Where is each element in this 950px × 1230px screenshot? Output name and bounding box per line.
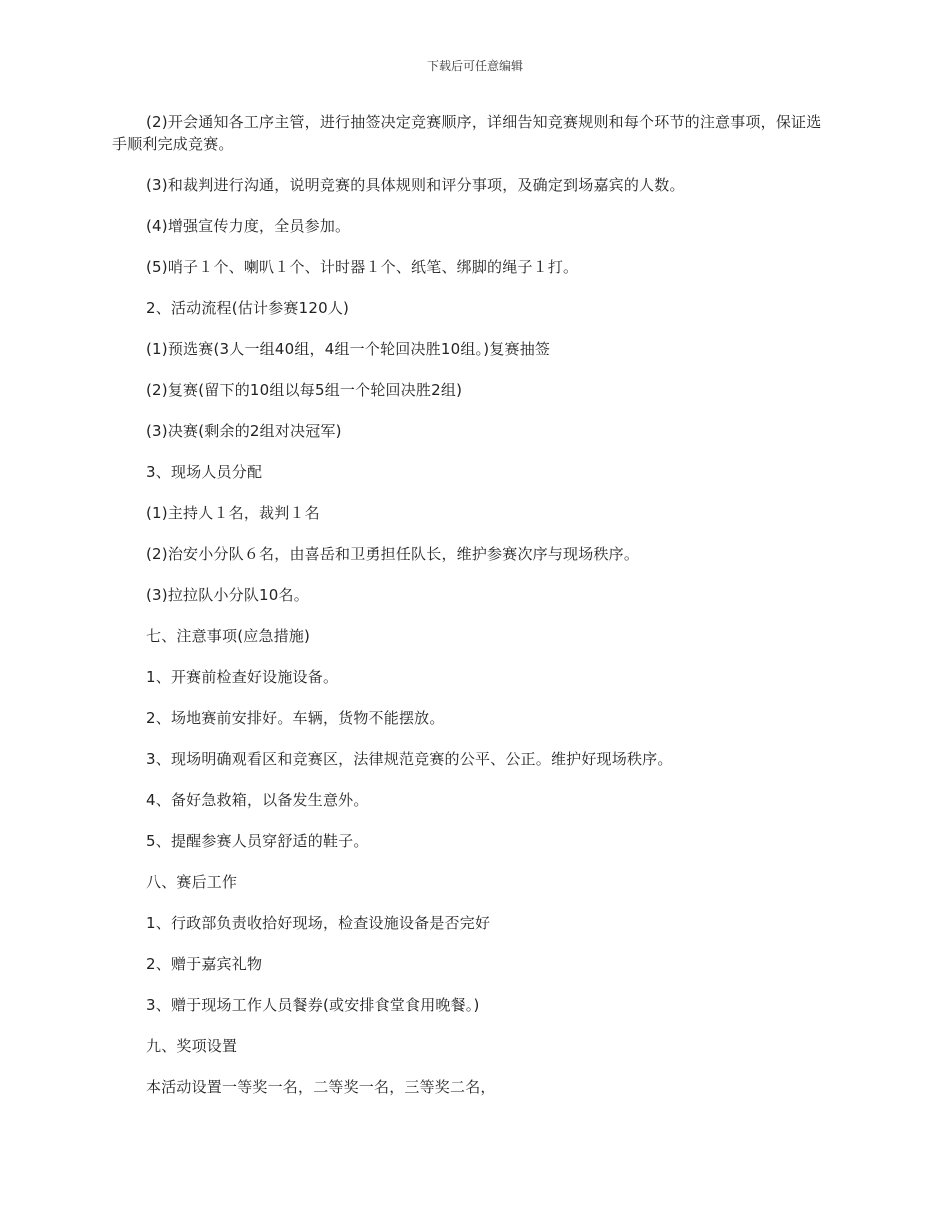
paragraph: (3)拉拉队小分队10名。: [146, 586, 309, 604]
paragraph: 1、开赛前检查好设施设备。: [146, 668, 339, 686]
paragraph: 本活动设置一等奖一名，二等奖一名，三等奖二名，: [146, 1078, 496, 1096]
paragraph: 2、场地赛前安排好。车辆，货物不能摆放。: [146, 709, 445, 727]
paragraph: (2)治安小分队６名，由喜岳和卫勇担任队长，维护参赛次序与现场秩序。: [146, 545, 640, 563]
paragraph: (2)开会通知各工序主管，进行抽签决定竞赛顺序，详细告知竞赛规则和每个环节的注意事项，保证选手顺利完成竞赛。: [112, 113, 822, 153]
paragraph: (3)和裁判进行沟通，说明竞赛的具体规则和评分事项，及确定到场嘉宾的人数。: [146, 176, 685, 194]
paragraph: (1)主持人１名，裁判１名: [146, 504, 320, 522]
paragraph: (4)增强宣传力度，全员参加。: [146, 217, 351, 235]
paragraph: 5、提醒参赛人员穿舒适的鞋子。: [146, 832, 369, 850]
paragraph: 2、赠于嘉宾礼物: [146, 955, 263, 973]
paragraph: (1)预选赛(3人一组40组，4组一个轮回决胜10组。)复赛抽签: [146, 340, 551, 358]
document-body: [112, 111, 832, 1117]
section-heading: 3、现场人员分配: [146, 463, 263, 481]
section-heading: 九、奖项设置: [146, 1037, 238, 1055]
section-heading: 2、活动流程(估计参赛120人): [146, 299, 350, 317]
section-heading: 七、注意事项(应急措施): [146, 627, 311, 645]
paragraph: (2)复赛(留下的10组以每5组一个轮回决胜2组): [146, 381, 463, 399]
section-heading: 八、赛后工作: [146, 873, 238, 891]
paragraph: 3、赠于现场工作人员餐券(或安排食堂食用晚餐。): [146, 996, 480, 1014]
page-header-note: 下载后可任意编辑: [426, 59, 523, 73]
paragraph: 3、现场明确观看区和竞赛区，法律规范竞赛的公平、公正。维护好现场秩序。: [146, 750, 673, 768]
paragraph: 4、备好急救箱，以备发生意外。: [146, 791, 369, 809]
paragraph: (3)决赛(剩余的2组对决冠军): [146, 422, 342, 440]
paragraph: (5)哨子１个、喇叭１个、计时器１个、纸笔、绑脚的绳子１打。: [146, 258, 579, 276]
paragraph: 1、行政部负责收拾好现场，检查设施设备是否完好: [146, 914, 491, 932]
